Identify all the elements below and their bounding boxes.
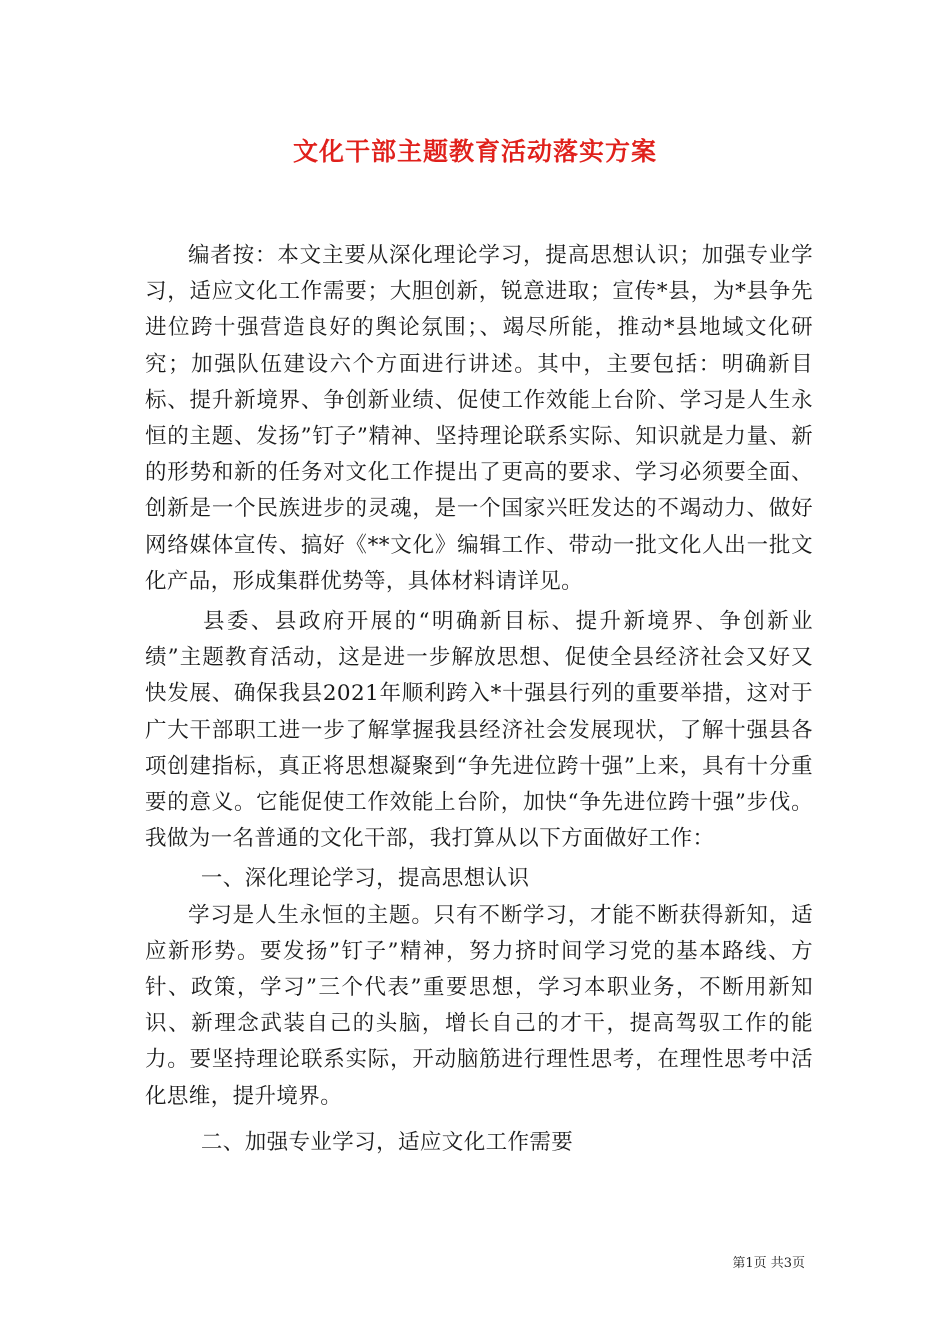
section-1-paragraph: 学习是人生永恒的主题。只有不断学习，才能不断获得新知，适应新形势。要发扬”钉子”精神，努力挤时间学习党的基本路线、方针、政策，学习”三个代表”重要思想，学习本职业务，不断用新知识、新理念武装自己的头脑，增长自己的才干，提高驾驭工作的能力。要坚持理论联系实际，开动脑筋进行理性思考，在理性思考中活化思维，提升境界。 xyxy=(145,902,813,1109)
section-2-heading: 二、加强专业学习，适应文化工作需要 xyxy=(200,1129,574,1155)
document-title: 文化干部主题教育活动落实方案 xyxy=(292,137,657,166)
document-body xyxy=(145,238,813,1161)
editor-note-paragraph: 编者按：本文主要从深化理论学习，提高思想认识；加强专业学习，适应文化工作需要；大胆创新，锐意进取；宣传*县，为*县争先进位跨十强营造良好的舆论氛围；、竭尽所能，推动*县地域文化研究；加强队伍建设六个方面进行讲述。其中，主要包括：明确新目标、提升新境界、争创新业绩、促使工作效能上台阶、学习是人生永恒的主题、发扬”钉子”精神、坚持理论联系实际、知识就是力量、新的形势和新的任务对文化工作提出了更高的要求、学习必须要全面、创新是一个民族进步的灵魂，是一个国家兴旺发达的不竭动力、做好网络媒体宣传、搞好《**文化》编辑工作、带动一批文化人出一批文化产品，形成集群优势等，具体材料请详见。 xyxy=(145,243,813,594)
page-indicator: 第1页 共3页 xyxy=(732,1256,805,1271)
section-1-heading: 一、深化理论学习，提高思想认识 xyxy=(200,866,530,892)
intro-paragraph: 县委、县政府开展的“明确新目标、提升新境界、争创新业绩”主题教育活动，这是进一步解放思想、促使全县经济社会又好又快发展、确保我县2021年顺利跨入*十强县行列的重要举措，这对于广大干部职工进一步了解掌握我县经济社会发展现状，了解十强县各项创建指标，真正将思想凝聚到“争先进位跨十强”上来，具有十分重要的意义。它能促使工作效能上台阶，加快“争先进位跨十强”步伐。我做为一名普通的文化干部，我打算从以下方面做好工作： xyxy=(145,609,813,852)
